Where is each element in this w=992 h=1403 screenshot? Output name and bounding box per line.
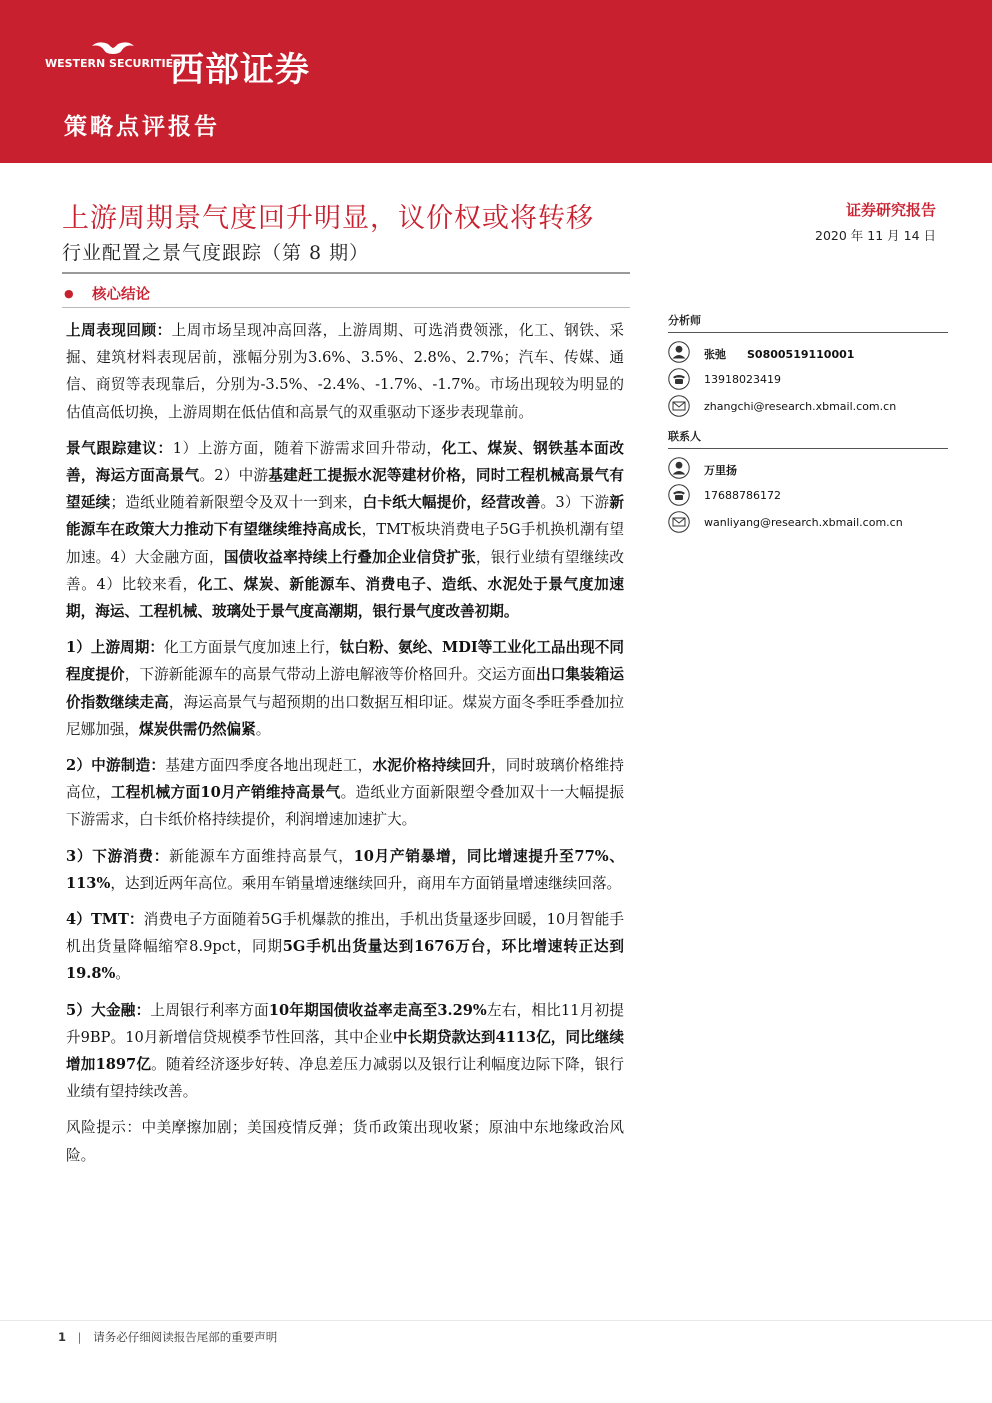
contact-name: 万里扬 (704, 464, 737, 477)
bold-run: 化工、煤炭、新能源车、消费电子、造纸、水泥处于景气度加速期，海运、工程机械、玻璃处于景气度高潮期，银行景气度改善初期。 (66, 575, 624, 621)
text-run: 。随着经济逐步好转、净息差压力减弱以及银行让利幅度边际下降，银行业绩有望持续改善。 (66, 1056, 624, 1101)
bold-run: 新能源车在政策大力推动下有望继续维持高成长 (66, 494, 624, 539)
report-subtitle: 行业配置之景气度跟踪（第 8 期） (62, 242, 370, 264)
analyst-divider (668, 332, 948, 333)
text-run: 。造纸业方面新限塑令叠加双十一大幅提振下游需求，白卡纸价格持续提价，利润增速加速扩大。 (66, 784, 624, 829)
bold-run: 煤炭供需仍然偏紧 (138, 720, 256, 738)
text-run: 风险提示：中美摩擦加剧；美国疫情反弹；货币政策出现收紧；原油中东地缘政治风险。 (66, 1119, 624, 1164)
section-divider (62, 307, 630, 308)
text-run: 上周银行利率方面 (150, 1001, 269, 1019)
body-paragraph (66, 1114, 624, 1168)
report-type-label: 证券研究报告 (845, 201, 936, 219)
contact-email[interactable]: wanliyang@research.xbmail.com.cn (704, 516, 903, 529)
text-run: 消费电子方面随着5G手机爆款的推出，手机出货量逐步回暖，10月智能手机出货量降幅缩窄8.9pct，同期 (66, 911, 625, 956)
body-paragraph (66, 435, 624, 625)
bold-run: 钛白粉、氨纶、MDI等工业化工品出现不同程度提价 (66, 639, 625, 684)
bold-run: 1）上游周期： (66, 639, 164, 657)
bold-run: 出口集装箱运价指数继续走高 (66, 666, 624, 711)
bold-run: 2）中游制造： (66, 757, 166, 775)
title-divider (62, 272, 630, 274)
text-run: 。 (115, 965, 131, 983)
bold-run: 10年期国债收益率走高至3.29% (268, 1001, 487, 1019)
person-icon (668, 341, 690, 363)
page-number: 1 (58, 1330, 67, 1344)
analyst-email-row (668, 393, 948, 420)
bold-run: 白卡纸大幅提价，经营改善 (362, 494, 541, 512)
report-kind-label: 策略点评报告 (64, 113, 220, 140)
logo-wordmark: WESTERN SECURITIES (44, 57, 182, 70)
text-run: 左右，相比11月初提升9BP。10月新增信贷规模季节性回落，其中企业 (66, 1001, 624, 1046)
analyst-phone-row (668, 366, 948, 393)
bold-run: 中长期贷款达到4113亿，同比继续增加1897亿 (66, 1028, 624, 1074)
bold-run: 10月产销暴增，同比增速提升至77%、113% (66, 847, 624, 892)
report-date: 2020 年 11 月 14 日 (815, 228, 936, 243)
bold-run: 3）下游消费： (66, 847, 170, 865)
contact-phone-row (668, 482, 948, 509)
text-run: 。 (255, 720, 271, 738)
bold-run: 4）TMT： (66, 911, 144, 929)
phone-icon (668, 484, 690, 506)
contact-name-row (668, 455, 948, 482)
text-run: ，海运高景气与超预期的出口数据互相印证。煤炭方面冬季旺季叠加拉尼娜加强， (66, 693, 624, 738)
contact-divider (668, 448, 948, 449)
text-run: ，同时玻璃价格维持高位， (66, 757, 624, 802)
contact-email-row (668, 509, 948, 536)
text-run: 化工方面景气度加速上行， (164, 639, 340, 657)
body-paragraph (66, 317, 624, 426)
analyst-name: 张弛 (704, 348, 726, 361)
report-body (66, 317, 624, 1178)
bold-run: 上周表现回顾： (66, 322, 172, 339)
text-run: ，TMT板块消费电子5G手机换机潮有望加速。4）大金融方面， (66, 521, 624, 566)
sidebar-contacts (668, 312, 948, 536)
section-bullet-icon: ● (64, 287, 74, 300)
contact-phone: 17688786172 (704, 489, 781, 502)
bold-run: 5G手机出货量达到1676万台，环比增速转正达到19.8% (66, 938, 624, 983)
contact-heading: 联系人 (668, 430, 701, 443)
body-paragraph (66, 997, 624, 1106)
bold-run: 国债收益率持续上行叠加企业信贷扩张 (223, 548, 476, 566)
footer-notice: 请务必仔细阅读报告尾部的重要声明 (93, 1330, 278, 1344)
mail-icon (668, 511, 690, 533)
analyst-email[interactable]: zhangchi@research.xbmail.com.cn (704, 400, 897, 413)
page-footer (58, 1329, 277, 1345)
text-run: 。2）中游 (199, 467, 269, 485)
text-run: 上周市场呈现冲高回落，上游周期、可选消费领涨，化工、钢铁、采掘、建筑材料表现居前，涨幅分别为3.6%、3.5%、2.8%、2.7%；汽车、传媒、通信、商贸等表现靠后，分别为-3.5%、-2.4%、-1.7%、-1.7%。市场出现较为明显的估值高低切换，上游周期在低估值和高景气的双重驱动下逐步表现靠前。 (66, 322, 624, 421)
body-paragraph (66, 634, 624, 743)
report-title: 上游周期景气度回升明显，议价权或将转移 (62, 203, 594, 234)
bold-run: 5）大金融： (66, 1001, 151, 1019)
body-paragraph (66, 906, 624, 988)
brand-name: 西部证券 (170, 50, 310, 90)
bold-run: 景气跟踪建议： (66, 439, 173, 457)
analyst-phone: 13918023419 (704, 373, 781, 386)
bold-run: 工程机械方面10月产销维持高景气 (110, 784, 341, 802)
western-securities-logo (44, 38, 182, 78)
mail-icon (668, 395, 690, 417)
text-run: ，银行业绩有望继续改善。4）比较来看， (66, 548, 624, 593)
text-run: ；造纸业随着新限塑令及双十一到来， (110, 494, 363, 512)
bold-run: 水泥价格持续回升 (372, 757, 491, 775)
analyst-heading: 分析师 (668, 314, 701, 327)
person-icon (668, 457, 690, 479)
footer-divider (0, 1320, 992, 1321)
text-run: 基建方面四季度各地出现赶工， (165, 757, 373, 775)
body-paragraph (66, 843, 624, 897)
footer-separator: | (77, 1330, 82, 1344)
text-run: ，下游新能源车的高景气带动上游电解液等价格回升。交运方面 (124, 666, 536, 684)
bold-run: 基建赶工提振水泥等建材价格，同时工程机械高景气有望延续 (66, 467, 624, 512)
phone-icon (668, 368, 690, 390)
text-run: ，达到近两年高位。乘用车销量增速继续回升，商用车方面销量增速继续回落。 (110, 874, 622, 892)
text-run: 。3）下游 (540, 494, 610, 512)
section-heading: 核心结论 (92, 286, 150, 303)
analyst-name-row (668, 339, 948, 366)
header-banner (0, 0, 992, 163)
analyst-cert: S0800519110001 (747, 348, 855, 361)
text-run: 新能源车方面维持高景气， (169, 847, 354, 865)
bold-run: 化工、煤炭、钢铁基本面改善，海运方面高景气 (66, 439, 624, 485)
body-paragraph (66, 752, 624, 834)
text-run: 1）上游方面，随着下游需求回升带动， (172, 439, 442, 457)
